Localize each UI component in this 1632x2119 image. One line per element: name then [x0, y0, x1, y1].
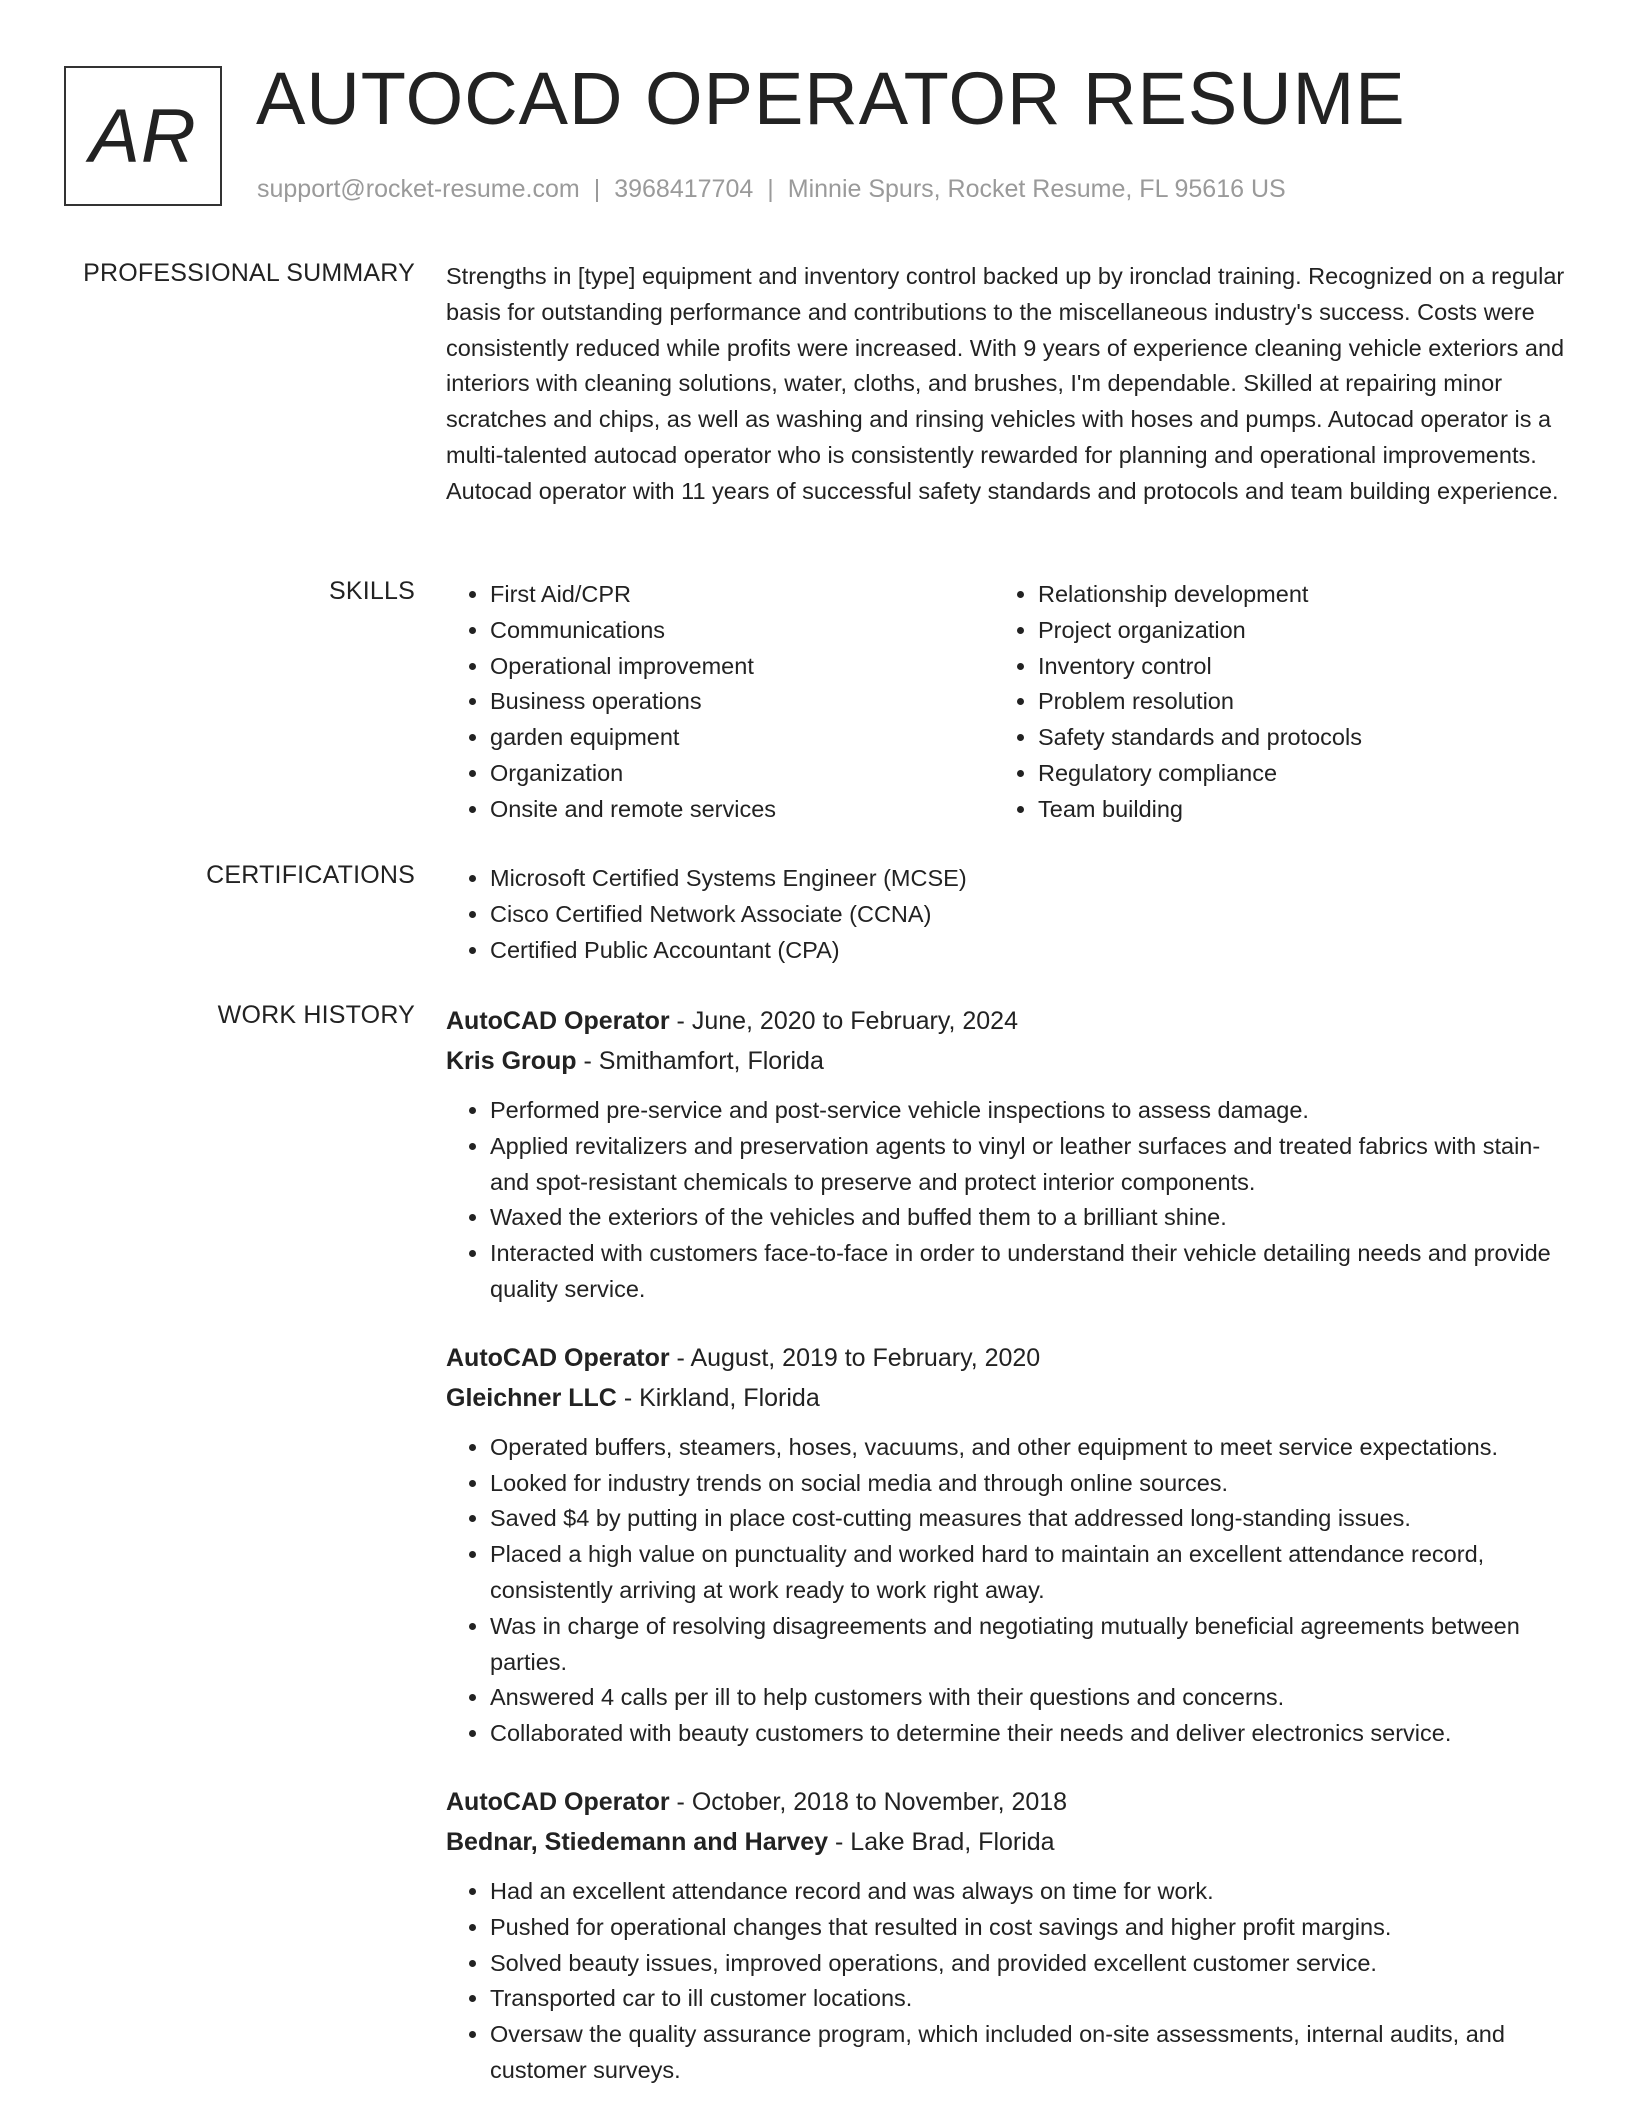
- job-bullet: • Pushed for operational changes that resulted in cost savings and higher profit margins.: [490, 1910, 1566, 1946]
- skill-item: • Operational improvement: [490, 649, 994, 685]
- skills-grid: [446, 577, 1566, 828]
- job-location: - Kirkland, Florida: [616, 1383, 820, 1412]
- job-bullet: • Solved beauty issues, improved operations, and provided excellent customer service.: [490, 1946, 1566, 1982]
- certification-item: • Microsoft Certified Systems Engineer (MCSE): [490, 861, 1566, 897]
- job-company: Bednar, Stiedemann and Harvey: [446, 1827, 829, 1856]
- job-title-line: [446, 1782, 1566, 1822]
- job-title: AutoCAD Operator: [446, 1007, 670, 1035]
- job-bullet: • Collaborated with beauty customers to determine their needs and deliver electronics service.: [490, 1716, 1566, 1752]
- skill-item: • Safety standards and protocols: [1038, 720, 1542, 756]
- skill-item: • Project organization: [1038, 613, 1542, 649]
- certification-item: • Certified Public Accountant (CPA): [490, 933, 1566, 969]
- job-bullet: • Looked for industry trends on social media and through online sources.: [490, 1466, 1566, 1502]
- job-company-line: [446, 1041, 1566, 1081]
- job-entry: [446, 1782, 1566, 2089]
- job-title: AutoCAD Operator: [446, 1343, 670, 1372]
- job-entry: [446, 1338, 1566, 1752]
- job-bullet: • Placed a high value on punctuality and worked hard to maintain an excellent attendance record, consistently arriving at work ready to work right away.: [490, 1537, 1566, 1609]
- job-location: - Lake Brad, Florida: [828, 1827, 1055, 1856]
- job-bullet: • Operated buffers, steamers, hoses, vacuums, and other equipment to meet service expectations.: [490, 1430, 1566, 1466]
- contact-email[interactable]: support@rocket-resume.com: [257, 175, 580, 203]
- job-company: Gleichner LLC: [446, 1383, 617, 1412]
- job-entry: [446, 1001, 1566, 1308]
- job-location: - Smithamfort, Florida: [576, 1047, 824, 1075]
- skill-item: • Communications: [490, 613, 994, 649]
- job-title-line: [446, 1338, 1566, 1378]
- job-dates: - August, 2019 to February, 2020: [669, 1343, 1041, 1372]
- skill-item: • First Aid/CPR: [490, 577, 994, 613]
- skill-item: • Organization: [490, 756, 994, 792]
- contact-phone[interactable]: 3968417704: [614, 175, 754, 203]
- job-company-line: [446, 1822, 1566, 1862]
- job-title-line: [446, 1001, 1566, 1041]
- job-company: Kris Group: [446, 1047, 577, 1075]
- monogram: AR: [64, 66, 222, 206]
- summary-heading: PROFESSIONAL SUMMARY: [83, 259, 415, 287]
- skill-item: • Problem resolution: [1038, 684, 1542, 720]
- job-bullet: • Transported car to ill customer locations.: [490, 1981, 1566, 2017]
- job-bullet: • Applied revitalizers and preservation agents to vinyl or leather surfaces and treated fabrics with stain- and spot-resistant chemicals to preserve and protect interior components.: [490, 1129, 1566, 1201]
- job-title: AutoCAD Operator: [446, 1787, 670, 1816]
- job-bullet: • Saved $4 by putting in place cost-cutting measures that addressed long-standing issues.: [490, 1501, 1566, 1537]
- resume-title: AUTOCAD OPERATOR RESUME: [256, 57, 1406, 140]
- job-bullet: • Waxed the exteriors of the vehicles and buffed them to a brilliant shine.: [490, 1200, 1566, 1236]
- skill-item: • Onsite and remote services: [490, 792, 994, 828]
- job-bullet: • Performed pre-service and post-service vehicle inspections to assess damage.: [490, 1093, 1566, 1129]
- skills-column-left: [446, 577, 994, 828]
- job-company-line: [446, 1378, 1566, 1418]
- skills-column-right: [994, 577, 1542, 828]
- summary-text: Strengths in [type] equipment and inventory control backed up by ironclad training. Recognized on a regular basis for outstanding performance and contributions to the miscellaneous industry's success. Costs were consistently reduced while profits were increased. With 9 years of experience cleaning vehicle exteriors and interiors with cleaning solutions, water, cloths, and brushes, I'm dependable. Skilled at repairing minor scratches and chips, as well as washing and rinsing vehicles with hoses and pumps. Autocad operator is a multi-talented autocad operator who is consistently rewarded for planning and operational improvements. Autocad operator with 11 years of successful safety standards and protocols and team building experience.: [446, 263, 1565, 504]
- certification-item: • Cisco Certified Network Associate (CCNA): [490, 897, 1566, 933]
- skill-item: • garden equipment: [490, 720, 994, 756]
- contact-line: [257, 175, 1286, 204]
- contact-separator: |: [593, 175, 601, 203]
- work-history-heading: WORK HISTORY: [217, 1001, 415, 1029]
- certifications-heading: CERTIFICATIONS: [206, 861, 415, 889]
- job-bullet: • Answered 4 calls per ill to help customers with their questions and concerns.: [490, 1680, 1566, 1716]
- skill-item: • Business operations: [490, 684, 994, 720]
- job-bullet: • Was in charge of resolving disagreements and negotiating mutually beneficial agreements between parties.: [490, 1609, 1566, 1681]
- contact-separator: |: [767, 175, 774, 203]
- job-dates: - June, 2020 to February, 2024: [669, 1007, 1018, 1035]
- job-bullet: • Oversaw the quality assurance program, which included on-site assessments, internal audits, and customer surveys.: [490, 2017, 1566, 2089]
- job-dates: - October, 2018 to November, 2018: [669, 1787, 1068, 1816]
- job-bullet: • Had an excellent attendance record and was always on time for work.: [490, 1874, 1566, 1910]
- contact-address: Minnie Spurs, Rocket Resume, FL 95616 US: [787, 175, 1286, 203]
- skill-item: • Relationship development: [1038, 577, 1542, 613]
- skill-item: • Regulatory compliance: [1038, 756, 1542, 792]
- skill-item: • Team building: [1038, 792, 1542, 828]
- skills-heading: SKILLS: [329, 577, 415, 605]
- skill-item: • Inventory control: [1038, 649, 1542, 685]
- job-bullet: • Interacted with customers face-to-face in order to understand their vehicle detailing needs and provide quality service.: [490, 1236, 1566, 1308]
